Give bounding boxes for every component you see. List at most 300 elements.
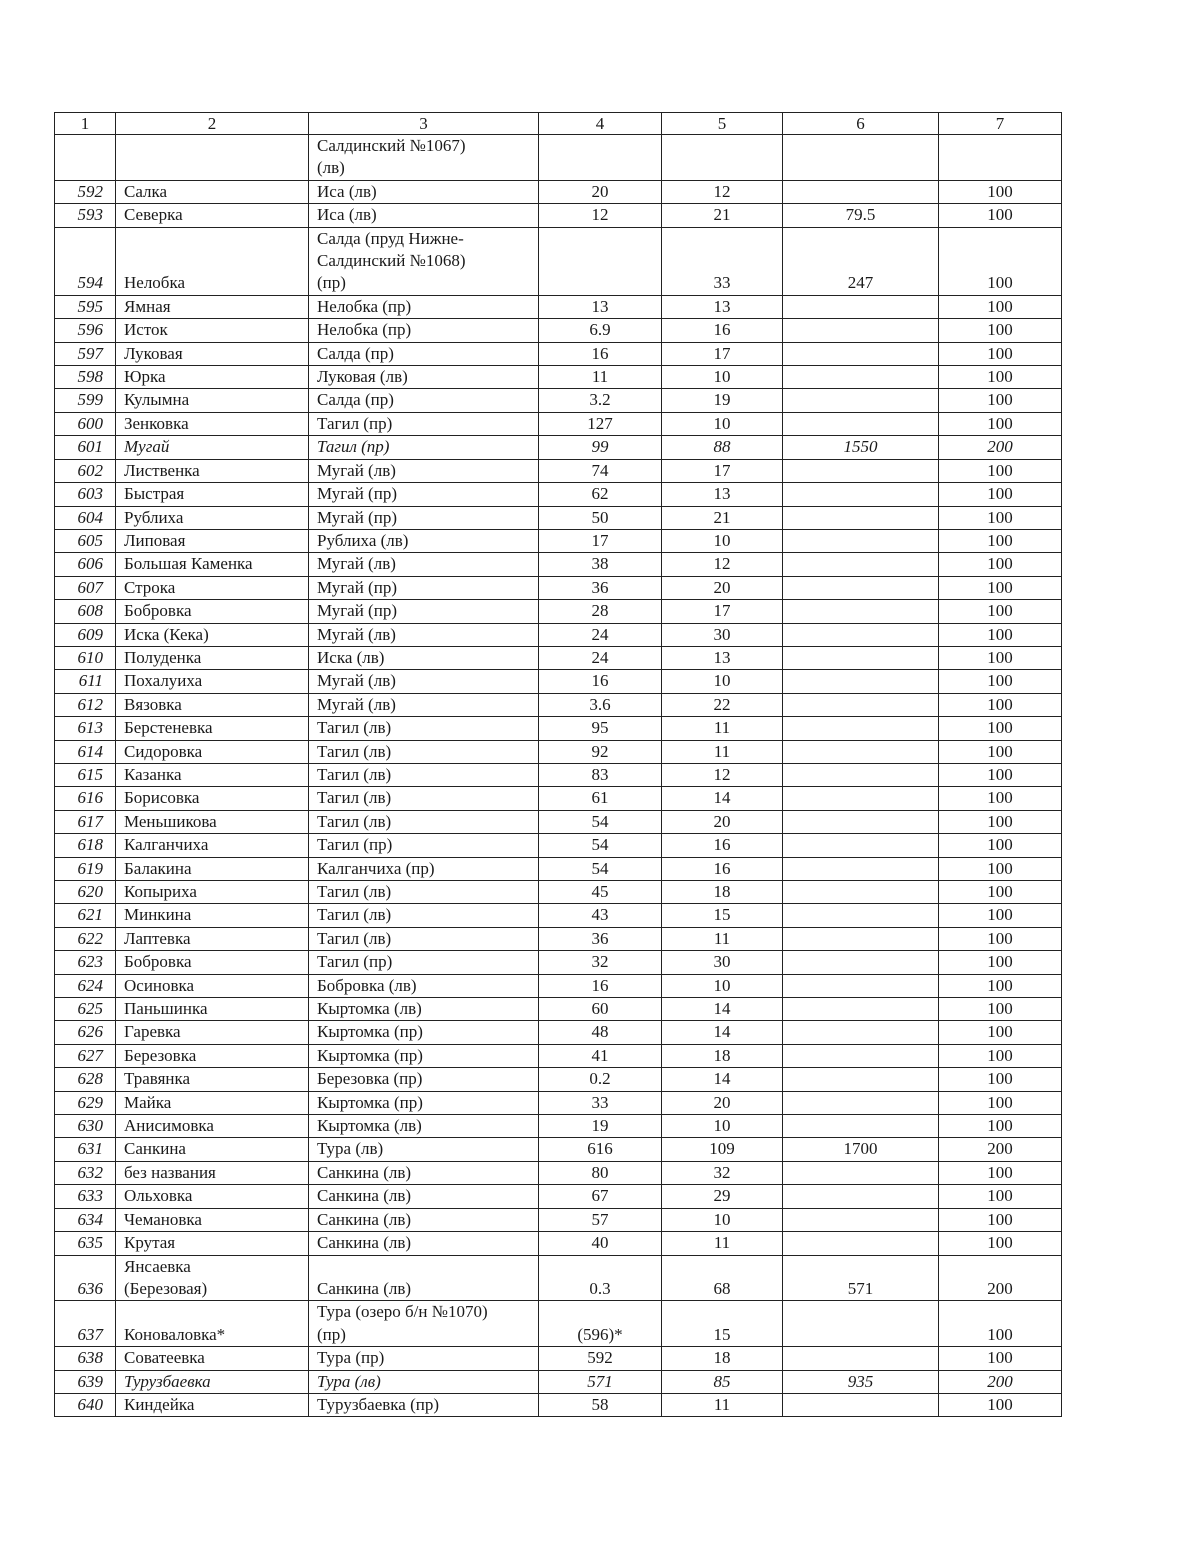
table-row bbox=[55, 1255, 1062, 1301]
cell-col-7: 100 bbox=[939, 927, 1062, 950]
cell-river-name: Балакина bbox=[116, 857, 309, 880]
cell-col-7: 100 bbox=[939, 342, 1062, 365]
cell-number: 593 bbox=[55, 204, 116, 227]
cell-col-7: 200 bbox=[939, 436, 1062, 459]
cell-col-4: 54 bbox=[539, 857, 662, 880]
cell-col-5: 16 bbox=[662, 834, 783, 857]
cell-col-7: 100 bbox=[939, 810, 1062, 833]
header-col-6: 6 bbox=[783, 113, 939, 135]
cell-number: 626 bbox=[55, 1021, 116, 1044]
cell-col-7: 100 bbox=[939, 180, 1062, 203]
cell-col-6 bbox=[783, 1208, 939, 1231]
cell-col-7: 100 bbox=[939, 646, 1062, 669]
cell-col-6 bbox=[783, 1161, 939, 1184]
cell-tributary-of: Санкина (лв) bbox=[309, 1232, 539, 1255]
cell-col-4: 43 bbox=[539, 904, 662, 927]
cell-col-5: 18 bbox=[662, 1044, 783, 1067]
cell-number: 595 bbox=[55, 295, 116, 318]
cell-col-5: 14 bbox=[662, 998, 783, 1021]
cell-col-4: 571 bbox=[539, 1370, 662, 1393]
cell-tributary-of: Мугай (лв) bbox=[309, 693, 539, 716]
cell-number: 592 bbox=[55, 180, 116, 203]
cell-river-name: Исток bbox=[116, 319, 309, 342]
cell-river-name: Ямная bbox=[116, 295, 309, 318]
cell-col-7: 100 bbox=[939, 670, 1062, 693]
cell-col-5: 20 bbox=[662, 1091, 783, 1114]
cell-col-4: 127 bbox=[539, 412, 662, 435]
cell-col-6 bbox=[783, 412, 939, 435]
cell-river-name: Калганчиха bbox=[116, 834, 309, 857]
cell-number: 612 bbox=[55, 693, 116, 716]
cell-col-7: 100 bbox=[939, 1091, 1062, 1114]
header-col-1: 1 bbox=[55, 113, 116, 135]
cell-number: 633 bbox=[55, 1185, 116, 1208]
cell-number: 605 bbox=[55, 529, 116, 552]
cell-number: 616 bbox=[55, 787, 116, 810]
cell-col-5: 33 bbox=[662, 227, 783, 295]
cell-number: 625 bbox=[55, 998, 116, 1021]
cell-col-5: 17 bbox=[662, 459, 783, 482]
cell-col-7: 100 bbox=[939, 1185, 1062, 1208]
cell-col-4: 36 bbox=[539, 576, 662, 599]
cell-col-6 bbox=[783, 295, 939, 318]
cell-number: 636 bbox=[55, 1255, 116, 1301]
cell-col-5: 18 bbox=[662, 1347, 783, 1370]
cell-number: 623 bbox=[55, 951, 116, 974]
cell-tributary-of: Тура (лв) bbox=[309, 1138, 539, 1161]
cell-col-5: 30 bbox=[662, 623, 783, 646]
cell-river-name: Минкина bbox=[116, 904, 309, 927]
cell-tributary-of: Тагил (пр) bbox=[309, 412, 539, 435]
cell-river-name: Копыриха bbox=[116, 881, 309, 904]
header-row bbox=[55, 113, 1062, 135]
header-col-2: 2 bbox=[116, 113, 309, 135]
cell-col-4: 0.2 bbox=[539, 1068, 662, 1091]
cell-col-6 bbox=[783, 1115, 939, 1138]
cell-col-4: 24 bbox=[539, 646, 662, 669]
cell-river-name: Северка bbox=[116, 204, 309, 227]
table-row bbox=[55, 763, 1062, 786]
cell-tributary-of: Тагил (лв) bbox=[309, 740, 539, 763]
cell-col-4: 19 bbox=[539, 1115, 662, 1138]
table-row bbox=[55, 1115, 1062, 1138]
cell-col-4: 616 bbox=[539, 1138, 662, 1161]
cell-col-7: 100 bbox=[939, 1393, 1062, 1416]
cell-col-5: 16 bbox=[662, 319, 783, 342]
cell-col-5: 12 bbox=[662, 180, 783, 203]
cell-col-6 bbox=[783, 1091, 939, 1114]
table-row bbox=[55, 1044, 1062, 1067]
table-row bbox=[55, 1091, 1062, 1114]
cell-river-name: Вязовка bbox=[116, 693, 309, 716]
cell-col-7: 100 bbox=[939, 1232, 1062, 1255]
cell-col-5: 85 bbox=[662, 1370, 783, 1393]
cell-col-6 bbox=[783, 1021, 939, 1044]
cell-col-7: 100 bbox=[939, 204, 1062, 227]
cell-tributary-of: Санкина (лв) bbox=[309, 1208, 539, 1231]
cell-col-7: 100 bbox=[939, 366, 1062, 389]
table-row bbox=[55, 366, 1062, 389]
table-row bbox=[55, 135, 1062, 181]
cell-river-name: Луковая bbox=[116, 342, 309, 365]
cell-col-6 bbox=[783, 389, 939, 412]
cell-col-7: 100 bbox=[939, 1021, 1062, 1044]
river-table bbox=[54, 112, 1062, 1417]
cell-col-7: 100 bbox=[939, 319, 1062, 342]
cell-tributary-of: Тура (лв) bbox=[309, 1370, 539, 1393]
cell-col-7: 100 bbox=[939, 881, 1062, 904]
cell-col-6 bbox=[783, 693, 939, 716]
cell-col-7 bbox=[939, 135, 1062, 181]
cell-number: 620 bbox=[55, 881, 116, 904]
cell-col-4: 28 bbox=[539, 600, 662, 623]
cell-tributary-of: Салда (пр) bbox=[309, 389, 539, 412]
table-row bbox=[55, 646, 1062, 669]
cell-tributary-of: Мугай (лв) bbox=[309, 623, 539, 646]
cell-col-5: 11 bbox=[662, 740, 783, 763]
cell-col-5: 14 bbox=[662, 787, 783, 810]
cell-col-4: 92 bbox=[539, 740, 662, 763]
table-row bbox=[55, 412, 1062, 435]
cell-river-name: Крутая bbox=[116, 1232, 309, 1255]
cell-number: 610 bbox=[55, 646, 116, 669]
cell-col-7: 200 bbox=[939, 1138, 1062, 1161]
cell-number: 622 bbox=[55, 927, 116, 950]
cell-tributary-of: Кыртомка (пр) bbox=[309, 1091, 539, 1114]
cell-river-name: Ольховка bbox=[116, 1185, 309, 1208]
cell-col-5: 10 bbox=[662, 412, 783, 435]
cell-col-5: 13 bbox=[662, 295, 783, 318]
cell-col-6 bbox=[783, 1044, 939, 1067]
cell-number: 596 bbox=[55, 319, 116, 342]
table-body bbox=[55, 135, 1062, 1417]
cell-col-4: 67 bbox=[539, 1185, 662, 1208]
cell-col-4 bbox=[539, 227, 662, 295]
cell-tributary-of: Кыртомка (пр) bbox=[309, 1044, 539, 1067]
table-row bbox=[55, 1232, 1062, 1255]
cell-tributary-of: Тагил (лв) bbox=[309, 763, 539, 786]
cell-col-5: 11 bbox=[662, 1232, 783, 1255]
cell-col-6 bbox=[783, 904, 939, 927]
cell-col-7: 100 bbox=[939, 974, 1062, 997]
cell-number: 599 bbox=[55, 389, 116, 412]
table-row bbox=[55, 927, 1062, 950]
cell-col-4: 32 bbox=[539, 951, 662, 974]
cell-river-name: Строка bbox=[116, 576, 309, 599]
cell-col-6 bbox=[783, 951, 939, 974]
cell-col-6 bbox=[783, 763, 939, 786]
cell-river-name: Салка bbox=[116, 180, 309, 203]
cell-river-name: Соватеевка bbox=[116, 1347, 309, 1370]
table-row bbox=[55, 436, 1062, 459]
cell-col-4: 12 bbox=[539, 204, 662, 227]
cell-river-name: Нелобка bbox=[116, 227, 309, 295]
cell-tributary-of: Тура (пр) bbox=[309, 1347, 539, 1370]
cell-tributary-of: Бобровка (лв) bbox=[309, 974, 539, 997]
cell-number: 619 bbox=[55, 857, 116, 880]
cell-col-7: 100 bbox=[939, 1068, 1062, 1091]
table-row bbox=[55, 623, 1062, 646]
cell-col-6 bbox=[783, 717, 939, 740]
cell-river-name: Берстеневка bbox=[116, 717, 309, 740]
cell-col-5: 11 bbox=[662, 717, 783, 740]
cell-river-name: Санкина bbox=[116, 1138, 309, 1161]
cell-river-name: Березовка bbox=[116, 1044, 309, 1067]
cell-col-5: 12 bbox=[662, 763, 783, 786]
header-col-7: 7 bbox=[939, 113, 1062, 135]
cell-col-5: 30 bbox=[662, 951, 783, 974]
table-row bbox=[55, 787, 1062, 810]
cell-river-name: Борисовка bbox=[116, 787, 309, 810]
cell-tributary-of: Тура (озеро б/н №1070) (пр) bbox=[309, 1301, 539, 1347]
cell-river-name: Чемановка bbox=[116, 1208, 309, 1231]
cell-col-6 bbox=[783, 623, 939, 646]
cell-number: 613 bbox=[55, 717, 116, 740]
cell-river-name: Казанка bbox=[116, 763, 309, 786]
cell-river-name: Липовая bbox=[116, 529, 309, 552]
cell-number: 631 bbox=[55, 1138, 116, 1161]
cell-col-4: 60 bbox=[539, 998, 662, 1021]
cell-col-5: 22 bbox=[662, 693, 783, 716]
cell-river-name: Зенковка bbox=[116, 412, 309, 435]
cell-col-5: 11 bbox=[662, 927, 783, 950]
cell-col-4: 80 bbox=[539, 1161, 662, 1184]
cell-col-6 bbox=[783, 1393, 939, 1416]
cell-col-6 bbox=[783, 483, 939, 506]
cell-col-7: 100 bbox=[939, 717, 1062, 740]
cell-col-4: 45 bbox=[539, 881, 662, 904]
cell-col-5: 88 bbox=[662, 436, 783, 459]
cell-col-4: 592 bbox=[539, 1347, 662, 1370]
table-row bbox=[55, 389, 1062, 412]
table-row bbox=[55, 1068, 1062, 1091]
cell-number: 618 bbox=[55, 834, 116, 857]
cell-col-7: 100 bbox=[939, 600, 1062, 623]
cell-col-5: 21 bbox=[662, 204, 783, 227]
table-row bbox=[55, 483, 1062, 506]
cell-col-6 bbox=[783, 506, 939, 529]
cell-col-6 bbox=[783, 881, 939, 904]
cell-col-5: 68 bbox=[662, 1255, 783, 1301]
cell-col-5: 32 bbox=[662, 1161, 783, 1184]
cell-number: 606 bbox=[55, 553, 116, 576]
cell-col-6: 1550 bbox=[783, 436, 939, 459]
cell-col-7: 100 bbox=[939, 506, 1062, 529]
cell-tributary-of: Тагил (лв) bbox=[309, 717, 539, 740]
table-row bbox=[55, 1161, 1062, 1184]
table-row bbox=[55, 740, 1062, 763]
cell-number: 628 bbox=[55, 1068, 116, 1091]
cell-col-7: 100 bbox=[939, 763, 1062, 786]
cell-tributary-of: Березовка (пр) bbox=[309, 1068, 539, 1091]
cell-col-4: 54 bbox=[539, 834, 662, 857]
cell-col-4: 57 bbox=[539, 1208, 662, 1231]
cell-col-5: 19 bbox=[662, 389, 783, 412]
table-row bbox=[55, 553, 1062, 576]
cell-col-6 bbox=[783, 927, 939, 950]
cell-river-name: Турузбаевка bbox=[116, 1370, 309, 1393]
cell-col-4: 62 bbox=[539, 483, 662, 506]
cell-number: 597 bbox=[55, 342, 116, 365]
table-row bbox=[55, 529, 1062, 552]
cell-col-5: 10 bbox=[662, 670, 783, 693]
cell-col-7: 100 bbox=[939, 483, 1062, 506]
cell-number: 603 bbox=[55, 483, 116, 506]
cell-col-6 bbox=[783, 1301, 939, 1347]
cell-col-6: 935 bbox=[783, 1370, 939, 1393]
cell-col-4: 48 bbox=[539, 1021, 662, 1044]
cell-col-4: 95 bbox=[539, 717, 662, 740]
cell-number: 598 bbox=[55, 366, 116, 389]
cell-number: 604 bbox=[55, 506, 116, 529]
cell-col-5: 109 bbox=[662, 1138, 783, 1161]
cell-number: 639 bbox=[55, 1370, 116, 1393]
table-row bbox=[55, 998, 1062, 1021]
cell-river-name: Анисимовка bbox=[116, 1115, 309, 1138]
cell-col-7: 100 bbox=[939, 553, 1062, 576]
cell-number: 635 bbox=[55, 1232, 116, 1255]
cell-col-6 bbox=[783, 787, 939, 810]
cell-col-4: 16 bbox=[539, 974, 662, 997]
cell-col-5: 13 bbox=[662, 483, 783, 506]
cell-number: 617 bbox=[55, 810, 116, 833]
cell-river-name: Иска (Кека) bbox=[116, 623, 309, 646]
table-row bbox=[55, 1185, 1062, 1208]
cell-tributary-of: Мугай (пр) bbox=[309, 483, 539, 506]
cell-col-5: 16 bbox=[662, 857, 783, 880]
cell-col-6: 247 bbox=[783, 227, 939, 295]
cell-number: 614 bbox=[55, 740, 116, 763]
cell-col-6 bbox=[783, 1068, 939, 1091]
cell-river-name: Кулымна bbox=[116, 389, 309, 412]
cell-tributary-of: Иса (лв) bbox=[309, 204, 539, 227]
cell-tributary-of: Рублиха (лв) bbox=[309, 529, 539, 552]
cell-tributary-of: Кыртомка (лв) bbox=[309, 1115, 539, 1138]
table-row bbox=[55, 810, 1062, 833]
cell-col-4: (596)* bbox=[539, 1301, 662, 1347]
table-row bbox=[55, 459, 1062, 482]
cell-tributary-of: Санкина (лв) bbox=[309, 1255, 539, 1301]
cell-col-7: 200 bbox=[939, 1370, 1062, 1393]
table-row bbox=[55, 1347, 1062, 1370]
table-row bbox=[55, 342, 1062, 365]
cell-col-5: 10 bbox=[662, 1208, 783, 1231]
cell-col-4: 58 bbox=[539, 1393, 662, 1416]
cell-col-6 bbox=[783, 810, 939, 833]
cell-river-name: Лиственка bbox=[116, 459, 309, 482]
cell-col-7: 100 bbox=[939, 1161, 1062, 1184]
cell-col-4: 33 bbox=[539, 1091, 662, 1114]
cell-river-name: Гаревка bbox=[116, 1021, 309, 1044]
cell-number: 630 bbox=[55, 1115, 116, 1138]
cell-river-name: Меньшикова bbox=[116, 810, 309, 833]
cell-number: 634 bbox=[55, 1208, 116, 1231]
table-row bbox=[55, 1393, 1062, 1416]
cell-col-7: 100 bbox=[939, 857, 1062, 880]
cell-river-name: Бобровка bbox=[116, 600, 309, 623]
cell-river-name: Быстрая bbox=[116, 483, 309, 506]
header-col-3: 3 bbox=[309, 113, 539, 135]
cell-col-4: 16 bbox=[539, 342, 662, 365]
table-row bbox=[55, 204, 1062, 227]
cell-col-7: 100 bbox=[939, 623, 1062, 646]
cell-col-5: 15 bbox=[662, 904, 783, 927]
cell-col-5: 15 bbox=[662, 1301, 783, 1347]
cell-col-4: 6.9 bbox=[539, 319, 662, 342]
cell-tributary-of: Тагил (пр) bbox=[309, 951, 539, 974]
table-row bbox=[55, 857, 1062, 880]
table-row bbox=[55, 717, 1062, 740]
cell-col-6 bbox=[783, 600, 939, 623]
cell-col-7: 100 bbox=[939, 787, 1062, 810]
cell-col-4: 38 bbox=[539, 553, 662, 576]
cell-col-7: 100 bbox=[939, 998, 1062, 1021]
cell-tributary-of: Мугай (пр) bbox=[309, 600, 539, 623]
cell-col-6 bbox=[783, 740, 939, 763]
cell-col-6 bbox=[783, 646, 939, 669]
cell-river-name: Бобровка bbox=[116, 951, 309, 974]
cell-col-7: 100 bbox=[939, 693, 1062, 716]
cell-col-7: 100 bbox=[939, 459, 1062, 482]
header-col-4: 4 bbox=[539, 113, 662, 135]
cell-col-6 bbox=[783, 670, 939, 693]
cell-number: 607 bbox=[55, 576, 116, 599]
cell-col-6 bbox=[783, 529, 939, 552]
cell-col-5: 10 bbox=[662, 529, 783, 552]
cell-col-7: 100 bbox=[939, 1208, 1062, 1231]
cell-tributary-of: Мугай (лв) bbox=[309, 459, 539, 482]
cell-number: 640 bbox=[55, 1393, 116, 1416]
cell-tributary-of: Санкина (лв) bbox=[309, 1161, 539, 1184]
table-row bbox=[55, 1370, 1062, 1393]
table-row bbox=[55, 180, 1062, 203]
cell-col-7: 100 bbox=[939, 740, 1062, 763]
cell-col-4: 16 bbox=[539, 670, 662, 693]
cell-tributary-of: Тагил (лв) bbox=[309, 787, 539, 810]
cell-tributary-of: Кыртомка (пр) bbox=[309, 1021, 539, 1044]
cell-tributary-of: Луковая (лв) bbox=[309, 366, 539, 389]
table-row bbox=[55, 319, 1062, 342]
cell-col-4: 50 bbox=[539, 506, 662, 529]
cell-tributary-of: Нелобка (пр) bbox=[309, 319, 539, 342]
cell-col-5: 11 bbox=[662, 1393, 783, 1416]
cell-col-7: 100 bbox=[939, 227, 1062, 295]
cell-river-name: Большая Каменка bbox=[116, 553, 309, 576]
cell-col-4 bbox=[539, 135, 662, 181]
table-row bbox=[55, 974, 1062, 997]
cell-tributary-of: Мугай (пр) bbox=[309, 576, 539, 599]
cell-number: 602 bbox=[55, 459, 116, 482]
cell-col-4: 20 bbox=[539, 180, 662, 203]
cell-tributary-of: Нелобка (пр) bbox=[309, 295, 539, 318]
cell-col-6: 571 bbox=[783, 1255, 939, 1301]
cell-col-7: 100 bbox=[939, 576, 1062, 599]
cell-col-4: 24 bbox=[539, 623, 662, 646]
table-row bbox=[55, 1138, 1062, 1161]
table-row bbox=[55, 834, 1062, 857]
cell-tributary-of: Тагил (лв) bbox=[309, 927, 539, 950]
table-row bbox=[55, 670, 1062, 693]
cell-col-6 bbox=[783, 998, 939, 1021]
cell-river-name: Лаптевка bbox=[116, 927, 309, 950]
cell-number: 615 bbox=[55, 763, 116, 786]
cell-river-name: Травянка bbox=[116, 1068, 309, 1091]
cell-tributary-of: Калганчиха (пр) bbox=[309, 857, 539, 880]
cell-col-6 bbox=[783, 857, 939, 880]
cell-number: 601 bbox=[55, 436, 116, 459]
cell-col-4: 3.6 bbox=[539, 693, 662, 716]
cell-tributary-of: Санкина (лв) bbox=[309, 1185, 539, 1208]
